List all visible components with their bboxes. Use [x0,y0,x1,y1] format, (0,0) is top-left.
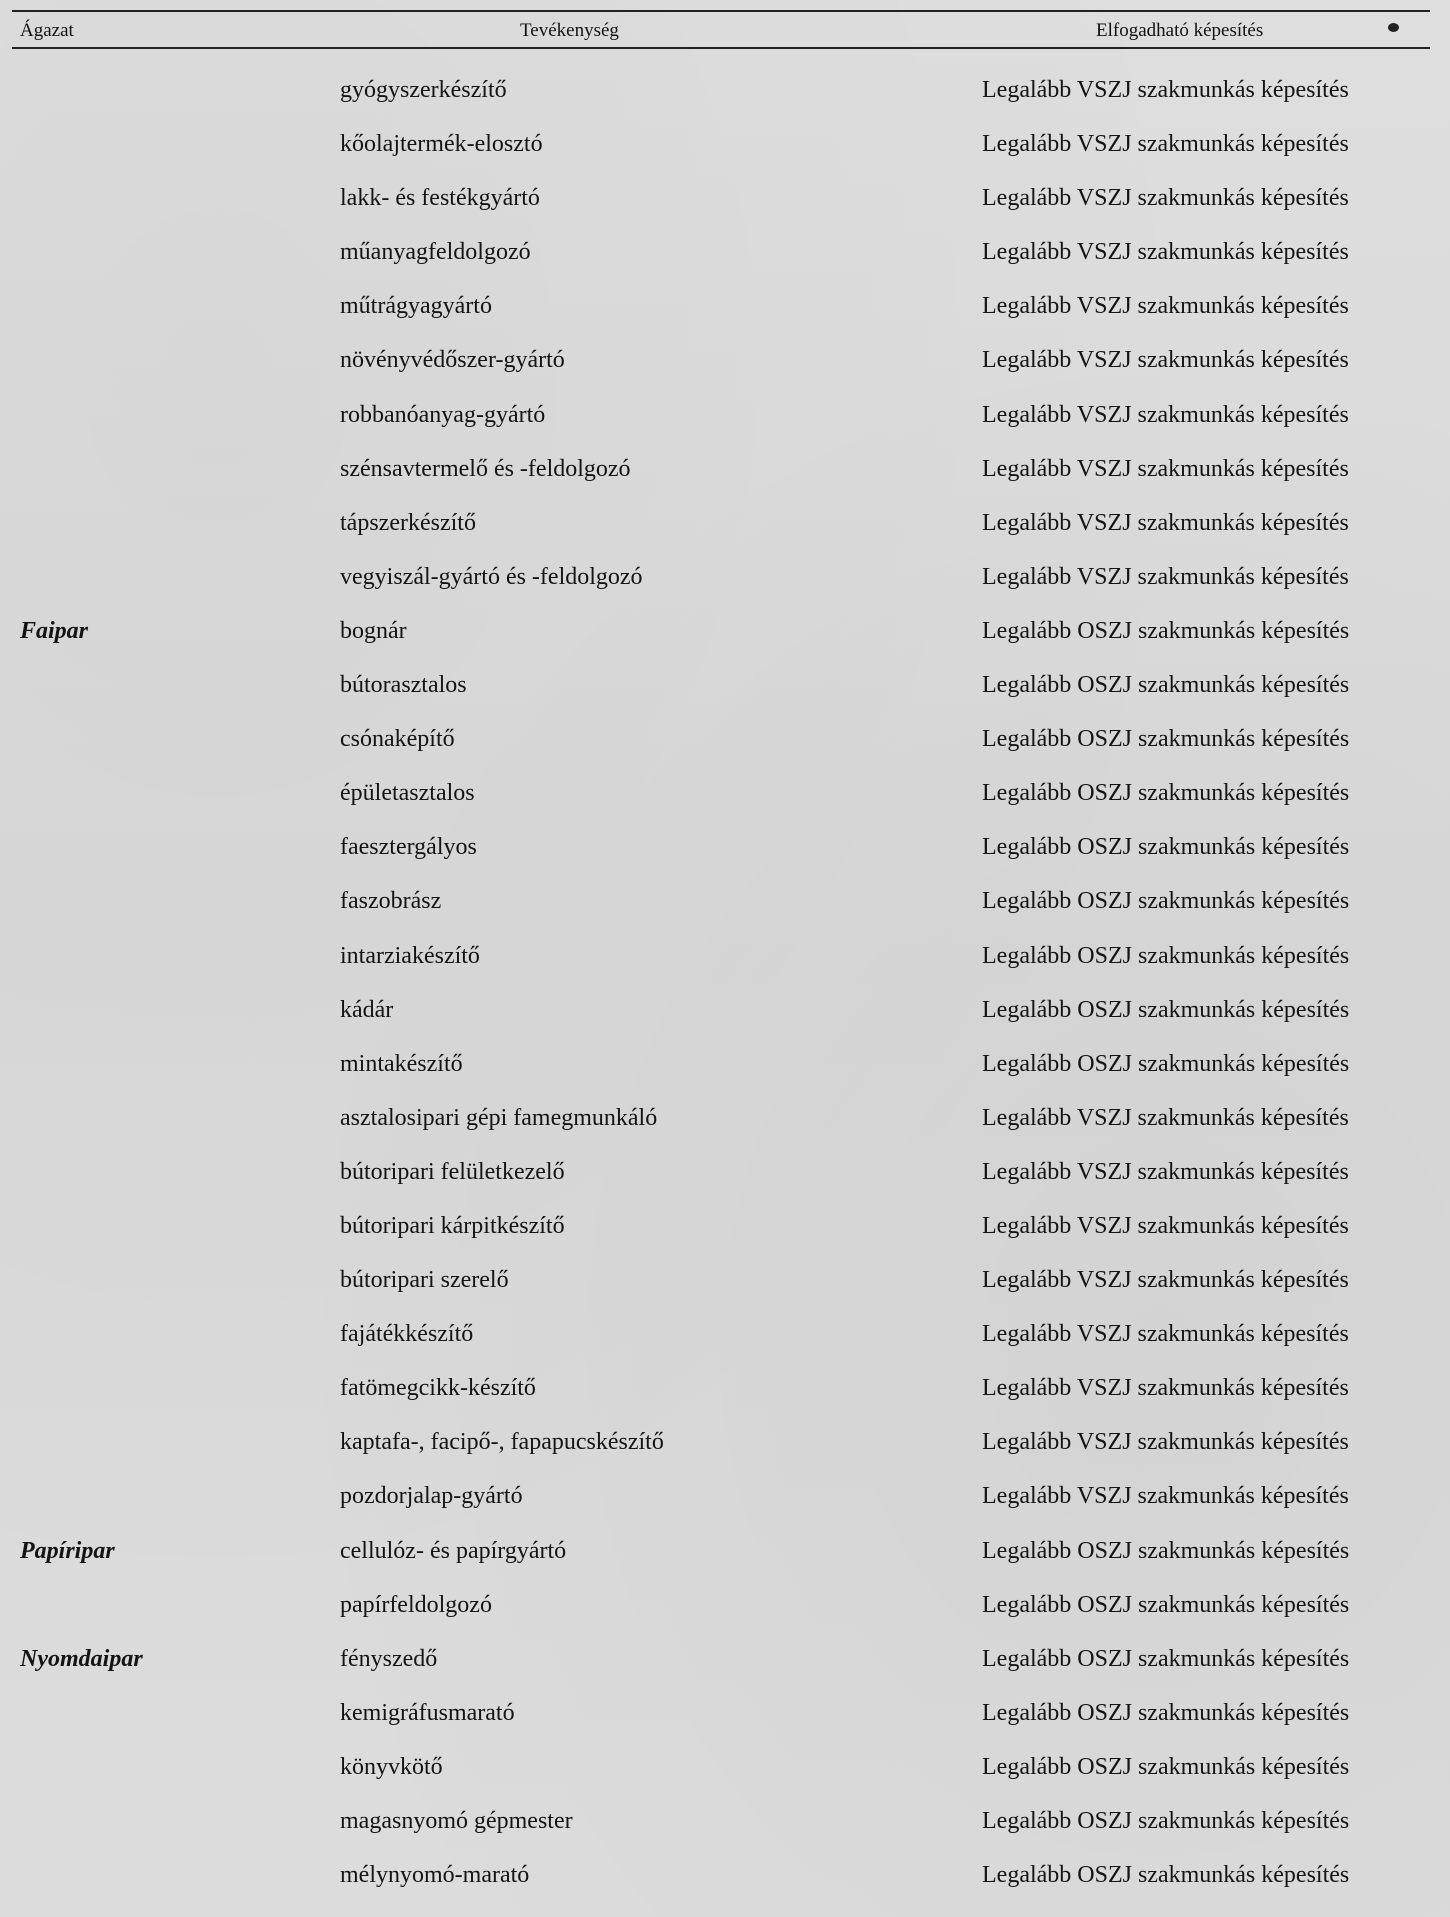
header-activity: Tevékenység [520,20,619,41]
activity-cell: műanyagfeldolgozó [340,239,531,266]
table-row [0,832,1450,886]
qualification-cell: Legalább VSZJ szakmunkás képesítés [982,1104,1349,1131]
table-row [0,562,1450,616]
qualification-cell: Legalább VSZJ szakmunkás képesítés [982,1212,1349,1239]
qualification-cell: Legalább VSZJ szakmunkás képesítés [982,455,1349,482]
qualification-cell: Legalább VSZJ szakmunkás képesítés [982,1375,1349,1402]
sector-cell: Papíripar [20,1537,115,1564]
qualification-cell: Legalább OSZJ szakmunkás képesítés [982,1753,1350,1780]
qualification-cell: Legalább OSZJ szakmunkás képesítés [982,942,1350,969]
table-row [0,1427,1450,1481]
qualification-cell: Legalább VSZJ szakmunkás képesítés [982,563,1349,590]
table-row [0,778,1450,832]
table-row [0,1319,1450,1373]
activity-cell: fényszedő [340,1645,438,1672]
activity-cell: mintakészítő [340,1050,463,1077]
header-sector: Ágazat [20,20,74,41]
activity-cell: asztalosipari gépi famegmunkáló [340,1104,658,1131]
activity-cell: bognár [340,617,407,644]
qualification-cell: Legalább VSZJ szakmunkás képesítés [982,77,1349,103]
qualification-cell: Legalább OSZJ szakmunkás képesítés [982,780,1350,807]
sector-cell: Nyomdaipar [20,1645,143,1672]
qualification-cell: Legalább OSZJ szakmunkás képesítés [982,1699,1350,1726]
qualification-cell: Legalább VSZJ szakmunkás képesítés [982,293,1349,320]
table-row [0,1049,1450,1103]
table-row [0,1265,1450,1319]
qualification-cell: Legalább OSZJ szakmunkás képesítés [982,834,1350,861]
activity-cell: papírfeldolgozó [340,1591,492,1618]
qualification-cell: Legalább OSZJ szakmunkás képesítés [982,996,1350,1023]
activity-cell: bútoripari szerelő [340,1267,509,1294]
activity-cell: kőolajtermék-elosztó [340,131,543,158]
activity-cell: kemigráfusmarató [340,1699,515,1726]
table-row [0,886,1450,940]
table-row [0,724,1450,778]
activity-cell: faszobrász [340,888,442,915]
qualification-cell: Legalább VSZJ szakmunkás képesítés [982,401,1349,428]
activity-cell: bútoripari kárpitkészítő [340,1212,565,1239]
activity-cell: szénsavtermelő és -feldolgozó [340,455,631,482]
table-row [0,400,1450,454]
table-row [0,1806,1450,1860]
table-row [0,345,1450,399]
table-row [0,1590,1450,1644]
activity-cell: fajátékkészítő [340,1321,474,1348]
table-row [0,1536,1450,1590]
header-rule [12,47,1430,49]
activity-cell: pozdorjalap-gyártó [340,1483,523,1510]
qualification-cell: Legalább VSZJ szakmunkás képesítés [982,1267,1349,1294]
activity-cell: robbanóanyag-gyártó [340,401,546,428]
table-row [0,454,1450,508]
table-row [0,129,1450,183]
activity-cell: épületasztalos [340,780,475,807]
qualification-cell: Legalább VSZJ szakmunkás képesítés [982,131,1349,158]
ink-dot [1388,23,1399,32]
table-row [0,75,1450,129]
table-row [0,508,1450,562]
qualification-cell: Legalább OSZJ szakmunkás képesítés [982,1537,1350,1564]
table-row [0,616,1450,670]
table-row [0,291,1450,345]
table-row [0,1860,1450,1914]
activity-cell: műtrágyagyártó [340,293,492,320]
header-qualification: Elfogadható képesítés [1096,20,1264,41]
activity-cell: gyógyszerkészítő [340,77,507,103]
qualification-cell: Legalább VSZJ szakmunkás képesítés [982,239,1349,266]
qualification-cell: Legalább VSZJ szakmunkás képesítés [982,1158,1349,1185]
activity-cell: bútorasztalos [340,672,467,699]
table-row [0,941,1450,995]
qualification-cell: Legalább VSZJ szakmunkás képesítés [982,1321,1349,1348]
qualification-cell: Legalább OSZJ szakmunkás képesítés [982,1050,1350,1077]
table-row [0,1644,1450,1698]
qualification-cell: Legalább OSZJ szakmunkás képesítés [982,1862,1350,1889]
sector-cell: Faipar [20,617,89,644]
activity-cell: csónaképítő [340,726,455,753]
table-row [0,1211,1450,1265]
activity-cell: mélynyomó-marató [340,1862,530,1889]
qualification-cell: Legalább OSZJ szakmunkás képesítés [982,1591,1350,1618]
qualification-cell: Legalább OSZJ szakmunkás képesítés [982,888,1350,915]
activity-cell: kádár [340,996,394,1023]
table-row [0,237,1450,291]
activity-cell: fatömegcikk-készítő [340,1375,536,1402]
qualification-cell: Legalább VSZJ szakmunkás képesítés [982,1429,1349,1456]
table-row [0,1373,1450,1427]
activity-cell: tápszerkészítő [340,509,476,536]
table-row [0,1752,1450,1806]
qualification-cell: Legalább OSZJ szakmunkás képesítés [982,726,1350,753]
qualification-cell: Legalább OSZJ szakmunkás képesítés [982,617,1350,644]
table-row [0,1157,1450,1211]
table-row [0,670,1450,724]
activity-cell: kaptafa-, facipő-, fapapucskészítő [340,1429,664,1456]
table-row [0,995,1450,1049]
activity-cell: intarziakészítő [340,942,480,969]
table-row [0,183,1450,237]
activity-cell: könyvkötő [340,1753,443,1780]
activity-cell: vegyiszál-gyártó és -feldolgozó [340,563,643,590]
activity-cell: növényvédőszer-gyártó [340,347,565,374]
qualification-cell: Legalább VSZJ szakmunkás képesítés [982,185,1349,212]
activity-cell: bútoripari felületkezelő [340,1158,565,1185]
qualification-cell: Legalább VSZJ szakmunkás képesítés [982,1483,1349,1510]
qualification-cell: Legalább OSZJ szakmunkás képesítés [982,1645,1350,1672]
qualification-cell: Legalább OSZJ szakmunkás képesítés [982,1808,1350,1834]
table-row [0,1698,1450,1752]
activity-cell: faesztergályos [340,834,477,861]
qualification-cell: Legalább VSZJ szakmunkás képesítés [982,509,1349,536]
activity-cell: magasnyomó gépmester [340,1808,573,1834]
activity-cell: cellulóz- és papírgyártó [340,1537,567,1564]
qualification-cell: Legalább VSZJ szakmunkás képesítés [982,347,1349,374]
table-body [0,75,1450,1914]
table-row [0,1103,1450,1157]
top-rule [12,10,1430,12]
activity-cell: lakk- és festékgyártó [340,185,540,212]
table-row [0,1481,1450,1535]
qualification-cell: Legalább OSZJ szakmunkás képesítés [982,672,1350,699]
